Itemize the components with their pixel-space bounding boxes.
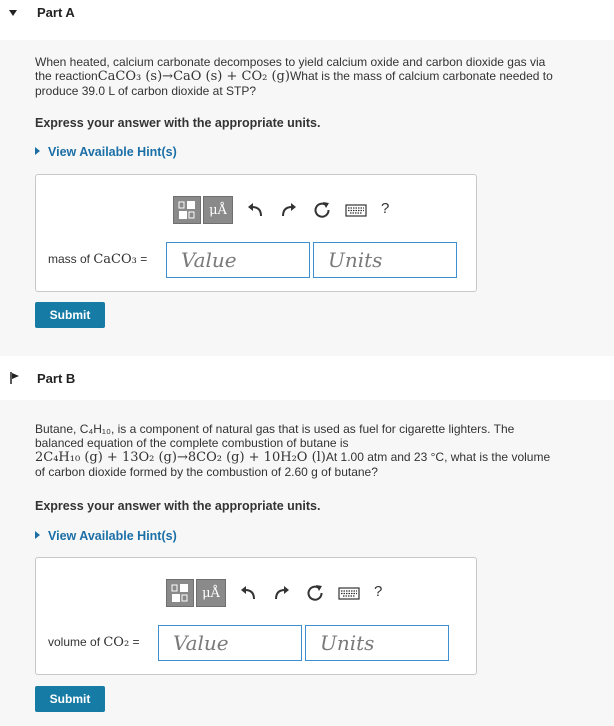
view-hints-link[interactable]: View Available Hint(s) xyxy=(35,145,177,159)
keyboard-icon[interactable] xyxy=(338,582,360,604)
reaction-equation: CaCO₃ (s)→CaO (s) + CO₂ (g) xyxy=(97,69,290,84)
templates-icon xyxy=(174,197,200,223)
templates-button[interactable] xyxy=(173,196,201,224)
instruction: Express your answer with the appropriate units. xyxy=(35,499,321,513)
field-label: mass of CaCO₃ = xyxy=(48,252,148,267)
value-input[interactable]: Value xyxy=(158,625,302,661)
part-b-header[interactable] xyxy=(0,360,614,400)
help-icon[interactable]: ? xyxy=(374,583,383,600)
question-line: the reactionCaCO₃ (s)→CaO (s) + CO₂ (g)What is the mass of calcium carbonate needed to xyxy=(35,69,553,84)
question-line: 2C₄H₁₀ (g) + 13O₂ (g)→8CO₂ (g) + 10H₂O (l)At 1.00 atm and 23 °C, what is the volume xyxy=(35,450,551,465)
keyboard-icon[interactable] xyxy=(345,199,367,221)
instruction: Express your answer with the appropriate units. xyxy=(35,116,321,130)
reaction-equation: 2C₄H₁₀ (g) + 13O₂ (g)→8CO₂ (g) + 10H₂O (l) xyxy=(35,450,326,465)
part-b-question xyxy=(35,422,595,479)
part-a-title: Part A xyxy=(37,5,75,20)
question-line: Butane, C₄H₁₀, is a component of natural gas that is used as fuel for cigarette lighters. The xyxy=(35,422,515,436)
reset-icon[interactable] xyxy=(311,199,333,221)
field-label: volume of CO₂ = xyxy=(48,635,140,650)
value-input[interactable]: Value xyxy=(166,242,310,278)
submit-button[interactable]: Submit xyxy=(35,686,105,712)
view-hints-link[interactable]: View Available Hint(s) xyxy=(35,529,177,543)
question-line: produce 39.0 L of carbon dioxide at STP? xyxy=(35,84,257,98)
units-input[interactable]: Units xyxy=(313,242,457,278)
templates-icon xyxy=(167,580,193,606)
question-line: of carbon dioxide formed by the combustion of 2.60 g of butane? xyxy=(35,465,378,479)
undo-icon[interactable] xyxy=(238,582,260,604)
question-line: When heated, calcium carbonate decomposes to yield calcium oxide and carbon dioxide gas via xyxy=(35,55,546,69)
answer-box xyxy=(35,174,477,292)
redo-icon[interactable] xyxy=(270,582,292,604)
units-button[interactable]: μÅ xyxy=(196,579,226,607)
templates-button[interactable] xyxy=(166,579,194,607)
expand-triangle-icon xyxy=(35,147,40,155)
units-input[interactable]: Units xyxy=(305,625,449,661)
help-icon[interactable]: ? xyxy=(381,200,390,217)
reset-icon[interactable] xyxy=(304,582,326,604)
redo-icon[interactable] xyxy=(277,199,299,221)
part-a-header[interactable] xyxy=(0,0,614,40)
part-b-title: Part B xyxy=(37,371,76,386)
undo-icon[interactable] xyxy=(245,199,267,221)
expand-triangle-icon xyxy=(35,531,40,539)
submit-button[interactable]: Submit xyxy=(35,302,105,328)
question-line: balanced equation of the complete combustion of butane is xyxy=(35,436,349,450)
answer-box xyxy=(35,557,477,675)
part-a-question xyxy=(35,55,595,98)
units-button[interactable]: μÅ xyxy=(203,196,233,224)
collapse-caret-icon[interactable] xyxy=(9,10,17,16)
